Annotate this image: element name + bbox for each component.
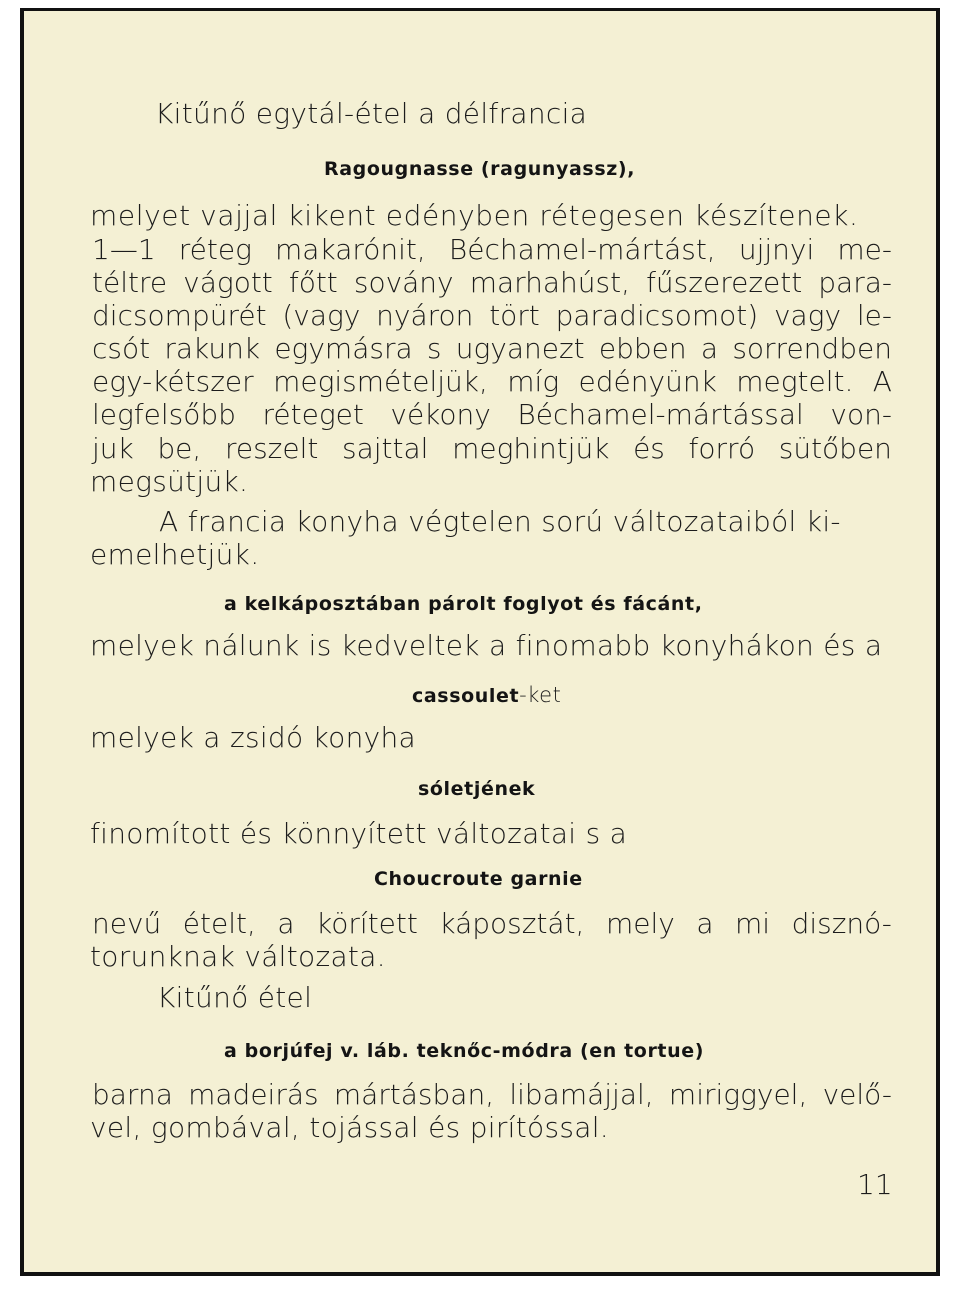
word: sütőben: [778, 432, 892, 465]
paragraph-line: [92, 398, 892, 432]
word: s: [426, 332, 442, 365]
word: fűszerezett: [646, 266, 803, 299]
word: A: [872, 365, 892, 398]
intro-line: Kitűnő egytál-étel a délfrancia: [155, 97, 588, 130]
book-page: [20, 8, 940, 1276]
paragraph-line: megsütjük.: [90, 465, 249, 498]
word: dicsompürét: [92, 299, 267, 332]
word: míg: [507, 365, 560, 398]
word: sorrendben: [732, 332, 892, 365]
word: reszelt: [224, 432, 319, 465]
word: disznó-: [791, 907, 892, 940]
word: ebben: [598, 332, 687, 365]
dish-title-choucroute: Choucroute garnie: [374, 868, 583, 890]
paragraph-line: [92, 365, 892, 399]
word: a: [277, 907, 295, 940]
word: réteget: [262, 398, 364, 431]
word: forró: [688, 432, 756, 465]
word: legfelsőbb: [92, 398, 236, 431]
word: ételt,: [182, 907, 256, 940]
paragraph-line: [92, 907, 892, 941]
word: egy-kétszer: [92, 365, 254, 398]
paragraph-line: [92, 266, 892, 300]
paragraph-line: melyek a zsidó konyha: [90, 721, 416, 754]
paragraph-line: vel, gombával, tojással és pirítóssal.: [90, 1111, 609, 1144]
word: ujjnyi: [738, 233, 815, 266]
word: para-: [818, 266, 892, 299]
word: paradicsomot): [555, 299, 759, 332]
dish-title-partridge: a kelkáposztában párolt foglyot és fácánt,: [224, 593, 703, 615]
paragraph-line: finomított és könnyített változatai s a: [90, 817, 628, 850]
paragraph-line: [92, 233, 892, 267]
word: be,: [157, 432, 202, 465]
word: barna: [92, 1078, 173, 1111]
paragraph-line: [92, 299, 892, 333]
paragraph-line: torunknak változata.: [90, 940, 386, 973]
word: Béchamel-mártást,: [448, 233, 716, 266]
word: makarónit,: [275, 233, 426, 266]
word: megtelt.: [736, 365, 854, 398]
word: káposztát,: [439, 907, 585, 940]
word: mi: [735, 907, 771, 940]
word: von-: [830, 398, 892, 431]
word: nyáron: [376, 299, 474, 332]
word: mely: [605, 907, 675, 940]
paragraph-line: [92, 332, 892, 366]
word: vékony: [390, 398, 491, 431]
word: meghintjük: [452, 432, 610, 465]
word: körített: [316, 907, 418, 940]
word: tört: [489, 299, 540, 332]
word: Béchamel-mártással: [517, 398, 804, 431]
word: a: [700, 332, 719, 365]
word: a: [696, 907, 714, 940]
word: ugyanezt: [455, 332, 585, 365]
word: marhahúst,: [469, 266, 631, 299]
word: le-: [856, 299, 892, 332]
word: velő-: [822, 1078, 892, 1111]
page-number: 11: [857, 1168, 893, 1201]
word: és: [633, 432, 665, 465]
dish-title-ragougnasse: Ragougnasse (ragunyassz),: [324, 158, 636, 180]
word: (vagy: [282, 299, 361, 332]
word: libamájjal,: [509, 1078, 654, 1111]
word: sovány: [353, 266, 454, 299]
word: madeirás: [188, 1078, 319, 1111]
paragraph-line: melyek nálunk is kedveltek a finomabb konyhákon és a: [90, 629, 883, 662]
word: megismételjük,: [273, 365, 488, 398]
word: edényünk: [578, 365, 717, 398]
paragraph-line: Kitűnő étel: [157, 981, 313, 1014]
paragraph-line: melyet vajjal kikent edényben rétegesen készítenek.: [90, 199, 859, 232]
dish-title-borjufej: a borjúfej v. láb. teknőc-módra (en tortue): [224, 1040, 704, 1062]
word: főtt: [288, 266, 338, 299]
cassoulet-line: [412, 683, 561, 708]
paragraph-line: emelhetjük.: [90, 538, 260, 571]
dish-title-cassoulet: cassoulet: [412, 685, 520, 707]
word: 1—1: [92, 233, 156, 266]
paragraph-line: [92, 432, 892, 466]
word: réteg: [178, 233, 252, 266]
word: miriggyel,: [668, 1078, 808, 1111]
word: téltre: [92, 266, 168, 299]
word: nevű: [92, 907, 162, 940]
paragraph-line: A francia konyha végtelen sorú változataiból ki-: [159, 505, 841, 538]
word: mártásban,: [333, 1078, 495, 1111]
word: vágott: [183, 266, 273, 299]
word: me-: [837, 233, 892, 266]
word: vagy: [773, 299, 842, 332]
dish-title-solet: sóletjének: [418, 778, 536, 800]
word: sajttal: [342, 432, 429, 465]
word: egymásra: [274, 332, 413, 365]
word: csót: [92, 332, 151, 365]
paragraph-line: [92, 1078, 892, 1112]
word: juk: [92, 432, 134, 465]
word: rakunk: [164, 332, 261, 365]
cassoulet-suffix: -ket: [519, 683, 562, 707]
